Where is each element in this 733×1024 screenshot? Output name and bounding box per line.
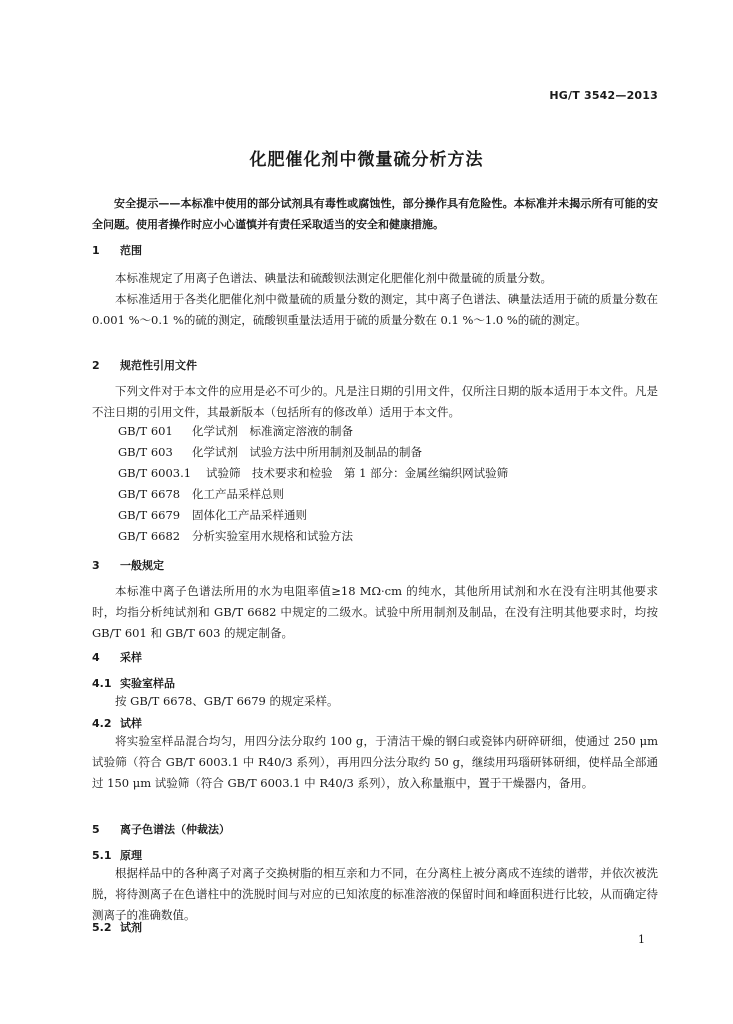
reference-text: 化学试剂 标准滴定溶液的制备 [192,424,353,438]
safety-note: 安全提示——本标准中使用的部分试剂具有毒性或腐蚀性，部分操作具有危险性。本标准并未揭示所有可能的安全问题。使用者操作时应小心谨慎并有责任采取适当的安全和健康措施。 [92,197,658,231]
section-number: 1 [92,244,100,257]
section-5-heading [92,821,230,837]
reference-code: GB/T 6682 [118,529,181,543]
section-2-heading [92,357,197,373]
section-number: 5 [92,823,100,836]
section-title: 范围 [120,244,142,257]
section-3-heading [92,557,164,573]
reference-code: GB/T 6003.1 [118,466,192,480]
section-title: 一般规定 [120,559,164,572]
sample-prep-paragraph: 将实验室样品混合均匀，用四分法分取约 100 g，于清洁干燥的钢臼或瓷钵内研碎研细，使通过 250 μm 试验筛（符合 GB/T 6003.1 中 R40/3 系列），再用四分法分取约 50 g，继续用玛瑙研钵研细，使样品全部通过 150 μm 试验筛（符合 GB/T 6003.1 中 R40/3 系列），放入称量瓶中，置于干燥器内，备用。 [92,734,658,790]
reference-item [118,444,422,460]
reference-item [118,507,307,523]
reference-item [118,423,353,439]
section-4-heading [92,649,142,665]
section-number: 2 [92,359,100,372]
reference-item [118,528,353,544]
reference-code: GB/T 6679 [118,508,181,522]
subsection-4-2-heading [92,715,142,731]
reference-item [118,465,508,481]
reference-code: GB/T 603 [118,445,173,459]
section-number: 3 [92,559,100,572]
normative-paragraph: 下列文件对于本文件的应用是必不可少的。凡是注日期的引用文件，仅所注日期的版本适用于本文件。凡是不注日期的引用文件，其最新版本（包括所有的修改单）适用于本文件。 [92,384,658,419]
subsection-5-2-heading [92,919,142,935]
reference-text: 固体化工产品采样通则 [192,508,307,522]
document-title: 化肥催化剂中微量硫分析方法 [249,150,484,170]
subsection-title: 原理 [120,849,142,862]
scope-paragraph-1: 本标准规定了用离子色谱法、碘量法和硫酸钡法测定化肥催化剂中微量硫的质量分数。 [115,271,552,285]
subsection-title: 试剂 [120,921,142,934]
principle-paragraph: 根据样品中的各种离子对离子交换树脂的相互亲和力不同，在分离柱上被分离成不连续的谱带，并依次被洗脱，将待测离子在色谱柱中的洗脱时间与对应的已知浓度的标准溶液的保留时间和峰面积进行比较，从而确定待测离子的准确数值。 [92,866,658,922]
subsection-number: 4.1 [92,677,112,690]
subsection-4-1-heading [92,675,175,691]
section-1-heading [92,242,142,258]
reference-code: GB/T 6678 [118,487,181,501]
reference-text: 分析实验室用水规格和试验方法 [192,529,353,543]
section-title: 离子色谱法（仲裁法） [120,823,230,836]
page-number: 1 [638,933,645,946]
scope-paragraph-2: 本标准适用于各类化肥催化剂中微量硫的质量分数的测定，其中离子色谱法、碘量法适用于硫的质量分数在 0.001 %～0.1 %的硫的测定，硫酸钡重量法适用于硫的质量分数在 0.1 %～1.0 %的硫的测定。 [92,292,658,327]
reference-code: GB/T 601 [118,424,173,438]
subsection-title: 实验室样品 [120,677,175,690]
subsection-title: 试样 [120,717,142,730]
standard-code: HG/T 3542—2013 [549,89,658,102]
subsection-number: 5.2 [92,921,112,934]
reference-text: 试验筛 技术要求和检验 第 1 部分：金属丝编织网试验筛 [206,466,509,480]
section-title: 采样 [120,651,142,664]
lab-sample-paragraph: 按 GB/T 6678、GB/T 6679 的规定采样。 [115,694,339,708]
reference-text: 化学试剂 试验方法中所用制剂及制品的制备 [192,445,422,459]
section-number: 4 [92,651,100,664]
subsection-5-1-heading [92,847,142,863]
subsection-number: 4.2 [92,717,112,730]
reference-item [118,486,284,502]
general-paragraph: 本标准中离子色谱法所用的水为电阻率值≥18 MΩ·cm 的纯水，其他所用试剂和水在没有注明其他要求时，均指分析纯试剂和 GB/T 6682 中规定的二级水。试验中所用制剂及制品，在没有注明其他要求时，均按 GB/T 601 和 GB/T 603 的规定制备。 [92,584,658,640]
reference-text: 化工产品采样总则 [192,487,284,501]
subsection-number: 5.1 [92,849,112,862]
section-title: 规范性引用文件 [120,359,197,372]
